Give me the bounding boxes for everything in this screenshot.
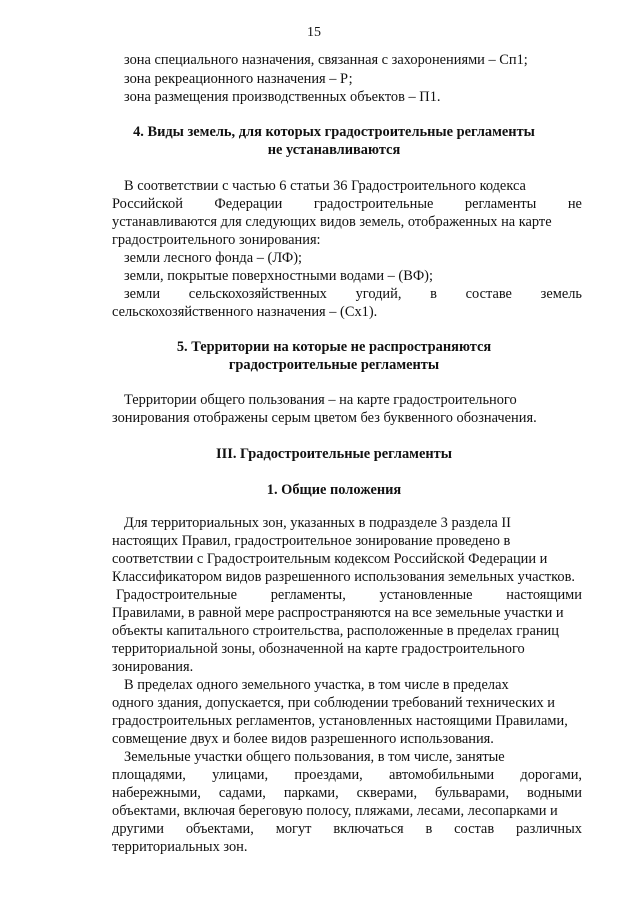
word: различных <box>516 821 582 837</box>
word: Российской <box>112 196 183 212</box>
general-p3-line: градостроительных регламентов, установленных настоящими Правилами, <box>112 713 568 729</box>
word: водными <box>527 785 582 801</box>
section4-heading: 4. Виды земель, для которых градостроительные регламенты <box>133 124 535 140</box>
word: проездами, <box>294 767 363 783</box>
word: составе <box>465 286 512 302</box>
general-p2-line <box>116 587 582 604</box>
land-type-item: земли лесного фонда – (ЛФ); <box>124 250 303 266</box>
word: объектами, <box>185 821 254 837</box>
general-p3-line: совмещение двух и более видов разрешенного использования. <box>112 731 494 747</box>
word: регламенты, <box>270 587 346 603</box>
word: земель <box>540 286 582 302</box>
word: садами, <box>218 785 266 801</box>
general-p4-line <box>112 785 582 802</box>
word: автомобильными <box>389 767 495 783</box>
general-p1-line: настоящих Правил, градостроительное зонирование проведено в <box>112 533 511 549</box>
zone-list-item: зона специального назначения, связанная с захоронениями – Сп1; <box>124 52 528 68</box>
word: Федерации <box>214 196 283 212</box>
general-p1-line: соответствии с Градостроительным кодексом Российской Федерации и <box>112 551 548 567</box>
section5-heading: 5. Территории на которые не распространяются <box>176 339 492 355</box>
section4-paragraph-line: устанавливаются для следующих видов земель, отображенных на карте <box>112 214 552 230</box>
general-p4-line: Земельные участки общего пользования, в том числе, занятые <box>124 749 505 765</box>
word: состав <box>454 821 495 837</box>
word: земли <box>124 286 161 302</box>
word: бульварами, <box>435 785 510 801</box>
land-type-item <box>124 286 582 303</box>
word: могут <box>275 821 312 837</box>
word: сельскохозяйственных <box>188 286 327 302</box>
general-p2-line: объекты капитального строительства, расположенные в пределах границ <box>112 623 559 639</box>
word: в <box>430 286 437 302</box>
word: включаться <box>333 821 404 837</box>
general-p4-line <box>112 821 582 838</box>
word: парками, <box>283 785 339 801</box>
word: не <box>567 196 582 212</box>
word: в <box>425 821 433 837</box>
word: улицами, <box>212 767 269 783</box>
word: дорогами, <box>520 767 582 783</box>
zone-list-item: зона рекреационного назначения – Р; <box>124 71 353 87</box>
general-p3-line: В пределах одного земельного участка, в том числе в пределах <box>124 677 509 693</box>
part3-heading: III. Градостроительные регламенты <box>216 446 452 462</box>
general-p1-line: Для территориальных зон, указанных в подразделе 3 раздела II <box>124 515 511 531</box>
section4-paragraph-line: В соответствии с частью 6 статьи 36 Градостроительного кодекса <box>124 178 526 194</box>
section5-heading-cont: градостроительные регламенты <box>228 357 440 373</box>
word: угодий, <box>355 286 402 302</box>
general-p4-line <box>112 767 582 784</box>
section4-heading-cont: не устанавливаются <box>267 142 401 158</box>
section4-paragraph-line: градостроительного зонирования: <box>112 232 321 248</box>
general-p2-line: территориальной зоны, обозначенной на карте градостроительного <box>112 641 525 657</box>
section5-paragraph-line: Территории общего пользования – на карте градостроительного <box>124 392 517 408</box>
general-provisions-heading: 1. Общие положения <box>266 482 402 498</box>
general-p4-line: территориальных зон. <box>112 839 248 855</box>
word: площадями, <box>112 767 186 783</box>
general-p1-line: Классификатором видов разрешенного использования земельных участков. <box>112 569 575 585</box>
word: скверами, <box>356 785 418 801</box>
word: установленные <box>379 587 473 603</box>
word: настоящими <box>506 587 582 603</box>
general-p3-line: одного здания, допускается, при соблюдении требований технических и <box>112 695 555 711</box>
general-p4-line: объектами, включая береговую полосу, пляжами, лесами, лесопарками и <box>112 803 558 819</box>
word: набережными, <box>112 785 201 801</box>
section4-paragraph-line <box>112 196 582 213</box>
word: Градостроительные <box>116 587 237 603</box>
word: градостроительные <box>313 196 434 212</box>
land-type-item-cont: сельскохозяйственного назначения – (Сх1). <box>112 304 378 320</box>
word: другими <box>112 821 164 837</box>
general-p2-line: Правилами, в равной мере распространяются на все земельные участки и <box>112 605 564 621</box>
word: регламенты <box>464 196 537 212</box>
general-p2-line: зонирования. <box>112 659 194 675</box>
zone-list-item: зона размещения производственных объектов – П1. <box>124 89 441 105</box>
land-type-item: земли, покрытые поверхностными водами – (ВФ); <box>124 268 433 284</box>
section5-paragraph-line: зонирования отображены серым цветом без буквенного обозначения. <box>112 410 537 426</box>
page-number: 15 <box>307 25 321 40</box>
